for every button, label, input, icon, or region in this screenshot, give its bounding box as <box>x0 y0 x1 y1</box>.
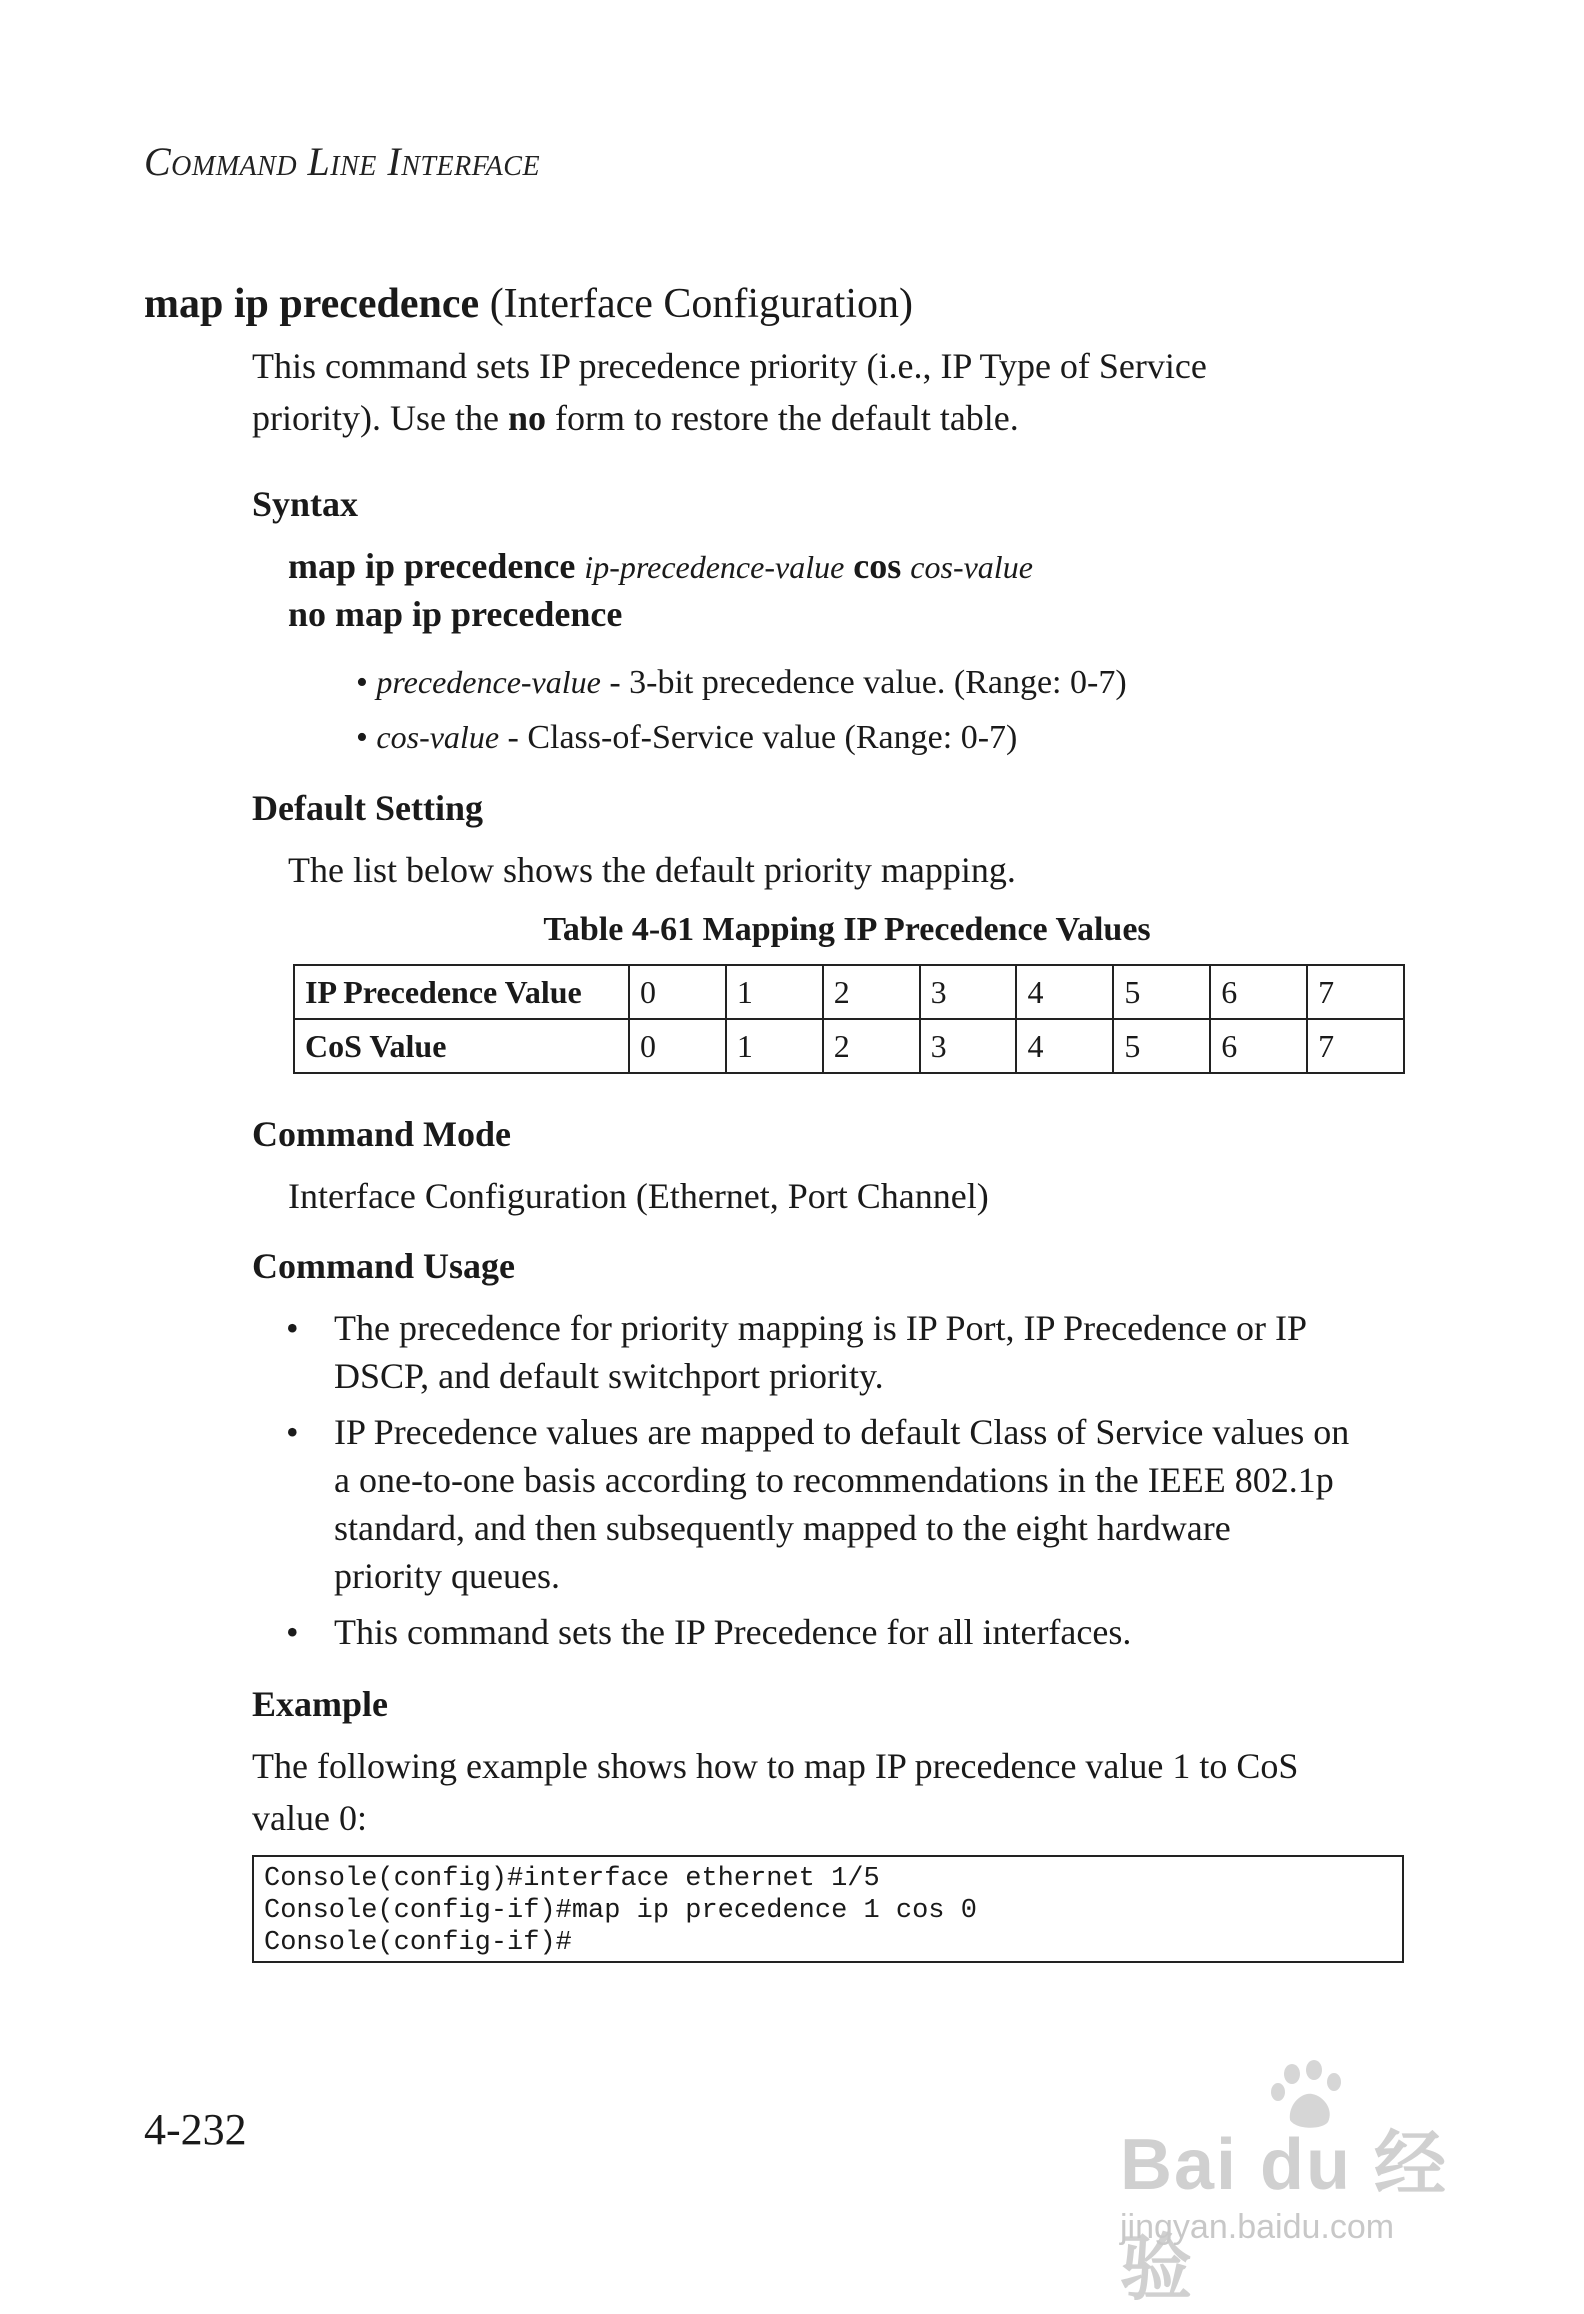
table-cell: 2 <box>823 1019 920 1073</box>
page-number: 4-232 <box>144 2105 247 2154</box>
usage-item-2 <box>334 1408 1414 1600</box>
example-line-1: The following example shows how to map IP precedence value 1 to CoS <box>252 1746 1299 1786</box>
command-context: (Interface Configuration) <box>489 281 913 327</box>
param-name: cos-value <box>376 719 500 755</box>
bullet-glyph: • <box>286 1612 299 1652</box>
table-cell: 4 <box>1016 1019 1113 1073</box>
example-text <box>252 1740 1412 1844</box>
usage-line: priority queues. <box>334 1556 560 1596</box>
bullet-glyph: • <box>356 719 368 756</box>
bullet-glyph: • <box>356 664 368 701</box>
usage-item-1 <box>334 1304 1414 1400</box>
syntax-line-1 <box>288 542 1033 591</box>
table-cell: 6 <box>1210 965 1307 1019</box>
code-line: Console(config-if)#map ip precedence 1 cos 0 <box>264 1896 977 1926</box>
syntax-arg-precedence: ip-precedence-value <box>584 549 845 585</box>
table-cell: 1 <box>726 1019 823 1073</box>
default-setting-heading: Default Setting <box>252 788 483 828</box>
bullet-glyph: • <box>286 1412 299 1452</box>
example-line-2: value 0: <box>252 1798 367 1838</box>
intro-paragraph <box>252 340 1352 444</box>
syntax-command: map ip precedence <box>288 546 576 586</box>
intro-no-keyword: no <box>507 398 546 438</box>
code-example <box>252 1855 1404 1963</box>
table-cell: 3 <box>920 1019 1017 1073</box>
table-cell: 7 <box>1307 965 1404 1019</box>
running-head: Command Line Interface <box>144 139 541 184</box>
param-desc: - Class-of-Service value (Range: 0-7) <box>499 719 1018 756</box>
usage-line: standard, and then subsequently mapped to the eight hardware <box>334 1508 1231 1548</box>
param-cos-value <box>356 713 1017 762</box>
command-mode-text: Interface Configuration (Ethernet, Port Channel) <box>288 1176 989 1216</box>
intro-line-2-pre: priority). Use the <box>252 398 508 438</box>
bullet-glyph: • <box>286 1308 299 1348</box>
syntax-heading: Syntax <box>252 484 359 524</box>
example-heading: Example <box>252 1684 389 1724</box>
command-title <box>144 276 913 332</box>
table-caption: Table 4-61 Mapping IP Precedence Values <box>543 911 1151 948</box>
usage-item-3 <box>334 1608 1414 1656</box>
table-cell: 0 <box>629 965 726 1019</box>
syntax-line-2 <box>288 590 622 638</box>
param-precedence-value <box>356 658 1127 707</box>
table-cell: 5 <box>1113 965 1210 1019</box>
syntax-arg-cos: cos-value <box>910 549 1033 585</box>
baidu-watermark <box>1120 2060 1500 2309</box>
table-cell: 1 <box>726 965 823 1019</box>
intro-line-2 <box>252 392 1352 444</box>
intro-line-1: This command sets IP precedence priority (i.e., IP Type of Service <box>252 346 1207 386</box>
usage-line: IP Precedence values are mapped to default Class of Service values on <box>334 1412 1350 1452</box>
table-cell: 3 <box>920 965 1017 1019</box>
table-cell: 7 <box>1307 1019 1404 1073</box>
default-setting-text: The list below shows the default priority mapping. <box>288 850 1016 890</box>
intro-line-2-post: form to restore the default table. <box>545 398 1019 438</box>
table-cell: 0 <box>629 1019 726 1073</box>
table-cell: 5 <box>1113 1019 1210 1073</box>
syntax-no-form: no map ip precedence <box>288 594 623 634</box>
code-line: Console(config)#interface ethernet 1/5 <box>264 1864 880 1894</box>
command-mode-heading: Command Mode <box>252 1114 511 1154</box>
param-desc: - 3-bit precedence value. (Range: 0-7) <box>600 664 1127 701</box>
row-label: CoS Value <box>294 1019 629 1073</box>
watermark-url: jingyan.baidu.com <box>1120 2208 1395 2246</box>
syntax-keyword-cos: cos <box>853 546 902 586</box>
mapping-table <box>293 964 1405 1074</box>
command-usage-heading: Command Usage <box>252 1246 516 1286</box>
watermark-logo: Bai du 经验 <box>1120 2125 1449 2309</box>
usage-line: The precedence for priority mapping is IP Port, IP Precedence or IP <box>334 1308 1308 1348</box>
command-name: map ip precedence <box>144 281 480 327</box>
usage-line: DSCP, and default switchport priority. <box>334 1356 884 1396</box>
code-line: Console(config-if)# <box>264 1928 572 1958</box>
usage-line: a one-to-one basis according to recommendations in the IEEE 802.1p <box>334 1460 1334 1500</box>
param-name: precedence-value <box>376 664 601 700</box>
row-label: IP Precedence Value <box>294 965 629 1019</box>
table-cell: 6 <box>1210 1019 1307 1073</box>
usage-line: This command sets the IP Precedence for all interfaces. <box>334 1612 1132 1652</box>
table-cell: 2 <box>823 965 920 1019</box>
table-cell: 4 <box>1016 965 1113 1019</box>
table-row <box>294 965 1404 1019</box>
table-row <box>294 1019 1404 1073</box>
